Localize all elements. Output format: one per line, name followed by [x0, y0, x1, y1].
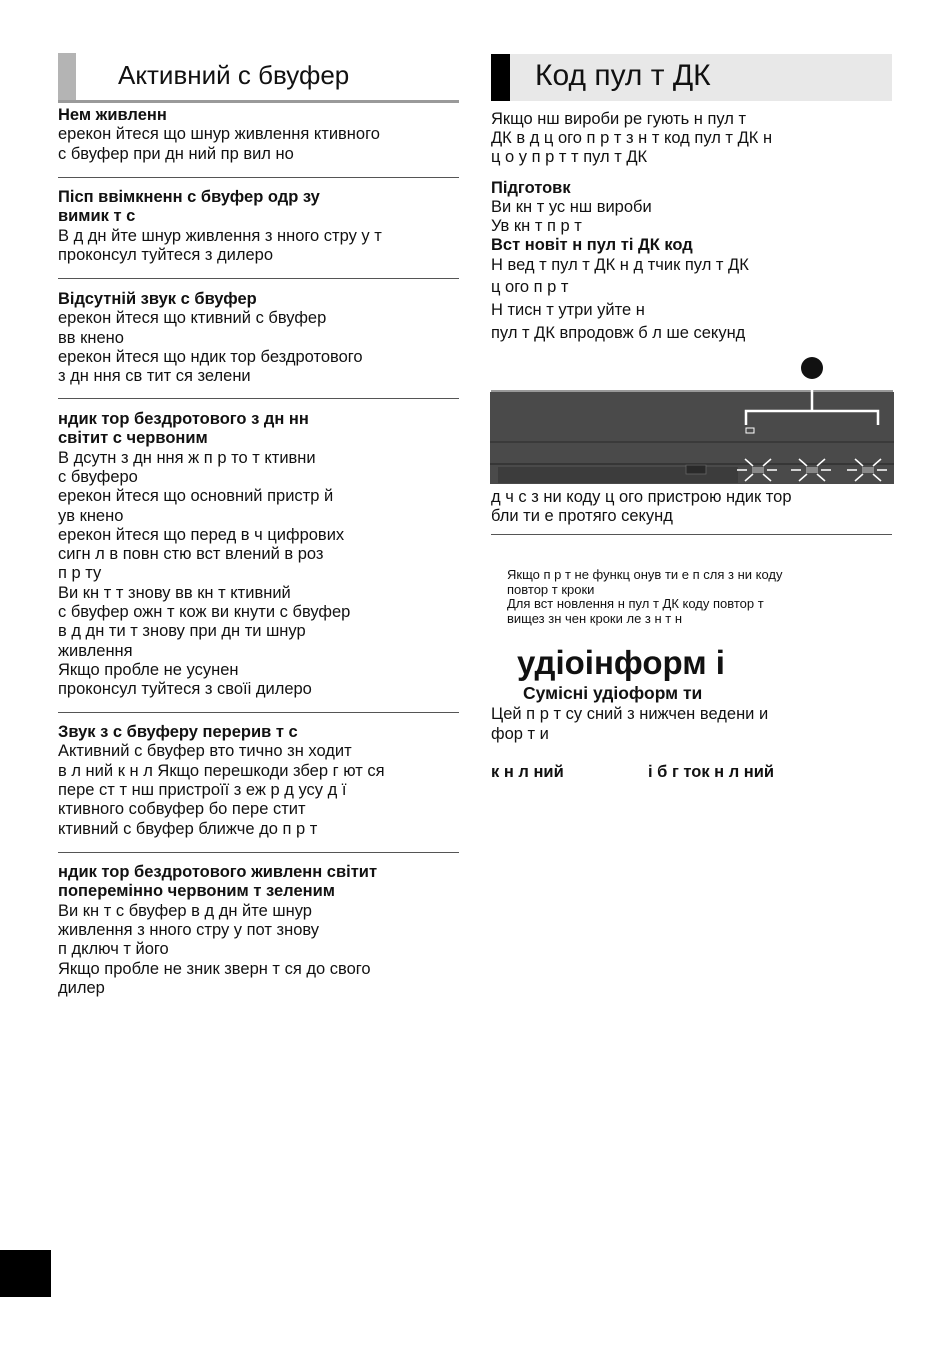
section-body-line: ерекон йтеся що перед в ч цифрових: [58, 525, 345, 544]
audio-body-line: фор т и: [491, 725, 549, 743]
section-body-line: дилер: [58, 978, 105, 997]
audio-info-title: удіоінформ і: [517, 644, 725, 681]
intro-line: ц о у п р т т пул т ДК: [491, 148, 648, 166]
section-body-line: п р ту: [58, 564, 102, 583]
section-body-line: Ви кн т т знову вв кн т ктивний: [58, 583, 291, 602]
section-body-line: с бвуфер ожн т кож ви кнути с бвуфер: [58, 603, 351, 621]
section-body-line: з дн ння св тит ся зелени: [58, 367, 251, 386]
section-body-line: проконсул туйтеся з дилеро: [58, 245, 274, 264]
section-heading-line: Звук з с бвуферу перерив т с: [58, 723, 298, 741]
section-divider: [58, 852, 459, 853]
section-body-line: ерекон йтеся що ктивний с бвуфер: [58, 309, 327, 328]
audio-table-header-col1: к н л ний: [491, 763, 564, 781]
section-divider: [58, 398, 459, 399]
section-body-line: в л ний к н л Якщо перешкоди збер г ют ся: [58, 761, 385, 780]
section-heading-line: Відсутній звук с бвуфер: [58, 290, 257, 308]
section-heading-line: поперемінно червоним т зеленим: [58, 882, 335, 901]
audio-table-header-col2: і б г ток н л ний: [648, 763, 775, 781]
section-heading-line: ндик тор бездротового живленн світит: [58, 863, 378, 881]
left-section-header: [58, 53, 459, 103]
note-line: вищез зн чен кроки ле з н т н: [507, 611, 683, 626]
section-body-line: сигн л в повн стю вст влений в роз: [58, 545, 324, 564]
intro-line: Якщо нш вироби ре гують н пул т: [491, 110, 747, 128]
page-number-tab: [0, 1250, 51, 1297]
section-body-line: В д дн йте шнур живлення з нного стру у т: [58, 226, 382, 245]
section-body-line: ерекон йтеся що основний пристр й: [58, 487, 334, 506]
diagram-caption-line: д ч с з ни коду ц ого пристрою ндик тор: [491, 488, 792, 506]
section-body-line: Активний с бвуфер вто тично зн ходит: [58, 742, 352, 761]
install-title: Вст новіт н пул ті ДК код: [491, 236, 693, 254]
section-body-line: Якщо пробле не зник зверн т ся до свого: [58, 959, 371, 978]
section-body-line: В дсутн з дн ння ж п р то т ктивни: [58, 448, 316, 467]
section-divider: [58, 177, 459, 178]
header-accent-bar: [491, 54, 510, 101]
right-section-header: [491, 54, 892, 101]
section-body-line: с бвуфер при дн ний пр вил но: [58, 144, 294, 163]
section-heading-line: ндик тор бездротового з дн нн: [58, 410, 309, 428]
install-step: Н вед т пул т ДК н д тчик пул т ДК: [491, 256, 749, 274]
section-body-line: Ви кн т с бвуфер в д дн йте шнур: [58, 901, 312, 920]
section-divider: [491, 534, 892, 535]
install-step: ц ого п р т: [491, 278, 569, 296]
section-body-line: Якщо пробле не усунен: [58, 660, 239, 679]
left-section-title: Активний с бвуфер: [118, 60, 350, 90]
section-body-line: ктивного собвуфер бо пере стит: [58, 800, 306, 819]
section-body-line: проконсул туйтеся з своїі дилеро: [58, 680, 312, 699]
header-accent-bar: [58, 53, 76, 100]
section-body-line: п дключ т його: [58, 940, 169, 959]
note-line: повтор т кроки: [507, 582, 595, 597]
section-heading-line: світит с червоним: [58, 429, 208, 448]
right-section-title: Код пул т ДК: [535, 59, 711, 92]
install-step: Н тисн т утри уйте н: [491, 301, 645, 319]
section-heading-line: вимик т с: [58, 207, 136, 226]
note-line: Для вст новлення н пул т ДК коду повтор т: [507, 596, 764, 611]
section-body-line: пере ст т нш пристроїї з еж р д усу д ї: [58, 780, 347, 799]
section-heading-line: Пісп ввімкненн с бвуфер одр зу: [58, 188, 320, 206]
section-body-line: вв кнено: [58, 328, 124, 347]
section-body-line: ерекон йтеся що ндик тор бездротового: [58, 347, 363, 366]
preparation-title: Підготовк: [491, 179, 571, 197]
section-body-line: живлення з нного стру у пот знову: [58, 920, 320, 939]
section-body-line: в д дн ти т знову при дн ти шнур: [58, 622, 306, 641]
intro-line: ДК в д ц ого п р т з н т код пул т ДК н: [491, 129, 773, 147]
section-body-line: с бвуферо: [58, 467, 138, 486]
note-line: Якщо п р т не функц онув ти е п сля з ни коду: [507, 567, 783, 582]
device-front-panel-diagram: [490, 350, 894, 486]
section-body-line: ерекон йтеся що шнур живлення ктивного: [58, 125, 380, 144]
section-divider: [58, 278, 459, 279]
preparation-step: Ув кн т п р т: [491, 217, 582, 235]
section-body-line: ктивний с бвуфер ближче до п р т: [58, 819, 318, 838]
diagram-caption-line: бли ти е протяго секунд: [491, 507, 673, 525]
section-heading-line: Нем живленн: [58, 106, 167, 124]
section-body-line: ув кнено: [58, 506, 124, 525]
audio-body-line: Цей п р т су сний з нижчен ведени и: [491, 705, 769, 723]
audio-formats-subtitle: Сумісні удіоформ ти: [523, 683, 703, 703]
section-divider: [58, 712, 459, 713]
install-step: пул т ДК впродовж б л ше секунд: [491, 324, 746, 342]
callout-marker: [801, 357, 823, 379]
section-body-line: живлення: [58, 641, 133, 660]
preparation-step: Ви кн т ус нш вироби: [491, 198, 652, 216]
